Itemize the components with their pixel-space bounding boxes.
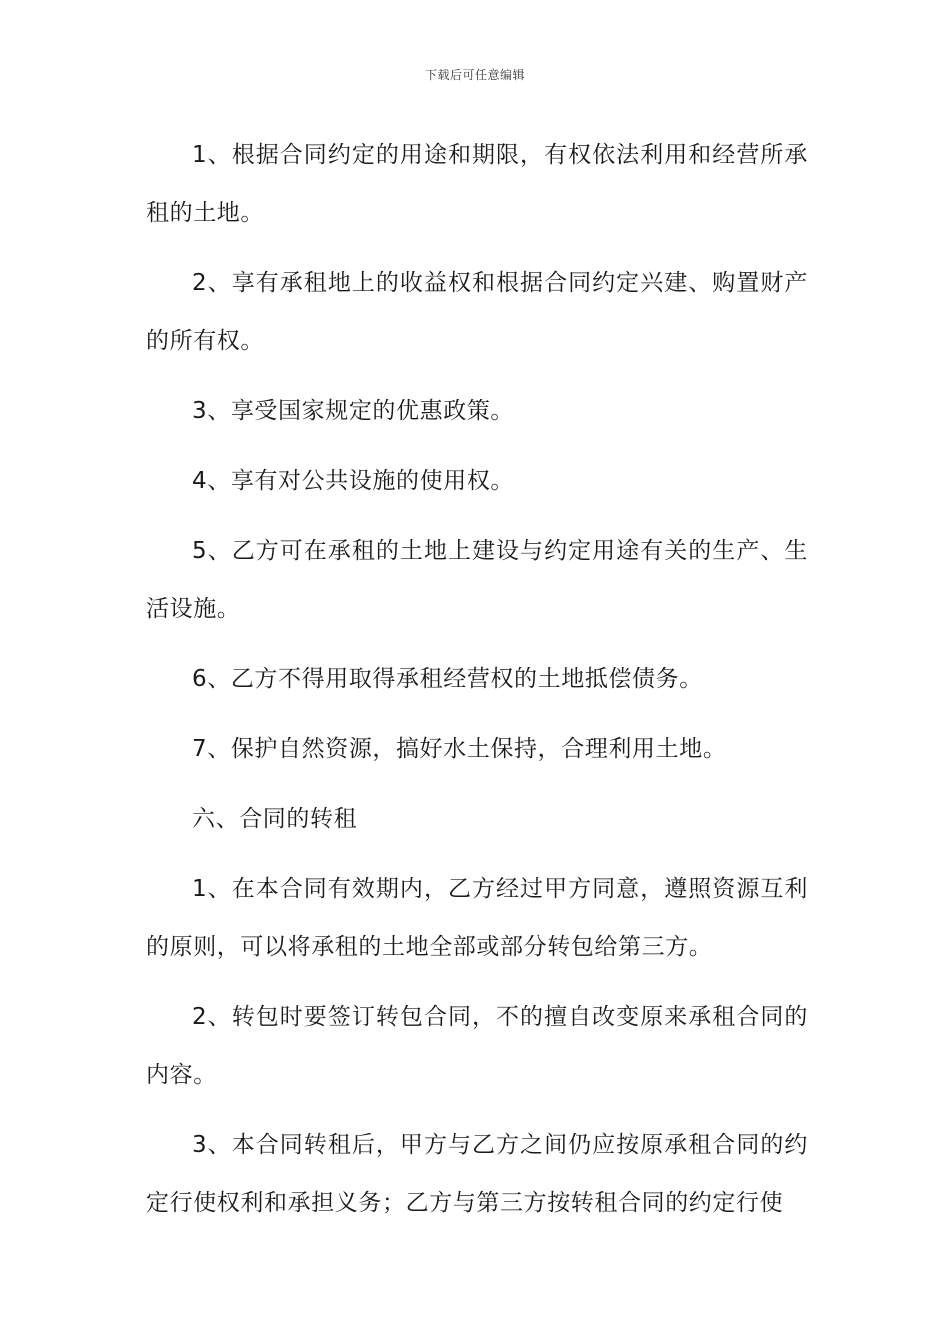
- paragraph: 5、乙方可在承租的土地上建设与约定用途有关的生产、生活设施。: [146, 538, 808, 622]
- paragraph: 1、在本合同有效期内，乙方经过甲方同意，遵照资源互利的原则，可以将承租的土地全部或部分转包给第三方。: [146, 876, 808, 960]
- page-header: 下载后可任意编辑: [424, 68, 525, 82]
- paragraph: 6、乙方不得用取得承租经营权的土地抵偿债务。: [192, 666, 703, 692]
- paragraph: 7、保护自然资源，搞好水土保持，合理利用土地。: [192, 736, 727, 762]
- paragraph: 1、根据合同约定的用途和期限，有权依法利用和经营所承租的土地。: [146, 142, 808, 226]
- paragraph: 2、享有承租地上的收益权和根据合同约定兴建、购置财产的所有权。: [146, 270, 808, 354]
- paragraph: 2、转包时要签订转包合同，不的擅自改变原来承租合同的内容。: [146, 1004, 808, 1088]
- paragraph: 4、享有对公共设施的使用权。: [192, 468, 515, 494]
- paragraph: 3、本合同转租后，甲方与乙方之间仍应按原承租合同的约定行使权利和承担义务；乙方与第三方按转租合同的约定行使: [146, 1132, 808, 1216]
- paragraph: 3、享受国家规定的优惠政策。: [192, 398, 515, 424]
- section-heading: 六、合同的转租: [192, 806, 358, 832]
- document-body: [146, 126, 808, 1244]
